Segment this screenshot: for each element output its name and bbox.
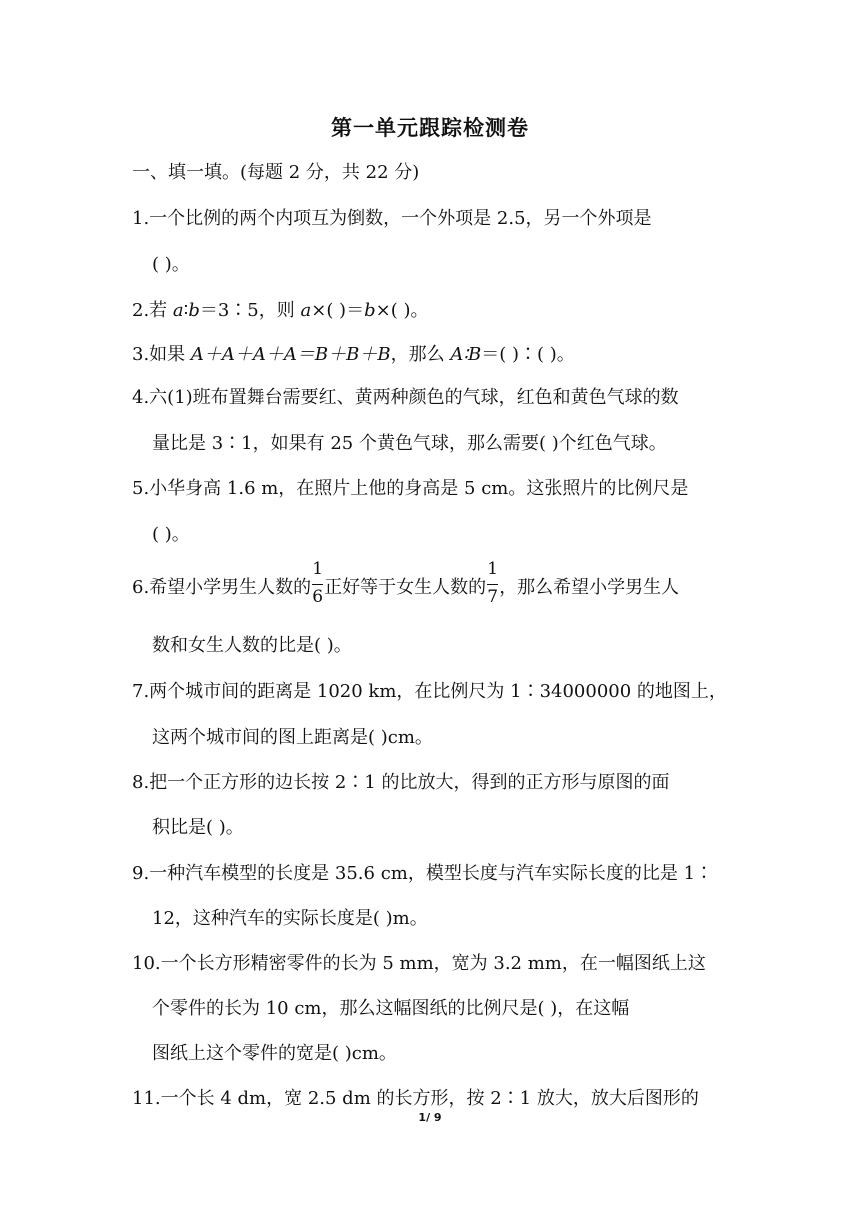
q6-text-3: ，那么希望小学男生人 (499, 577, 680, 598)
fraction-bar (312, 584, 323, 585)
q2-text-1: 2.若 (132, 300, 173, 321)
section-heading: 一、填一填。(每题 2 分，共 22 分) (132, 162, 420, 183)
question-8-line-2: 积比是( )。 (152, 817, 244, 838)
q3-text-3: ＝( )∶( )。 (481, 344, 575, 365)
question-1-line-1: 1.一个比例的两个内项互为倒数，一个外项是 2.5，另一个外项是 (132, 208, 652, 229)
question-10-line-2: 个零件的长为 10 cm，那么这幅图纸的比例尺是( )，在这幅 (152, 998, 630, 1019)
question-9-line-1: 9.一种汽车模型的长度是 35.6 cm，模型长度与汽车实际长度的比是 1∶ (132, 863, 714, 884)
question-1-line-2: ( )。 (152, 254, 190, 275)
q2-colon: ∶ (183, 300, 189, 321)
question-9-line-2: 12，这种汽车的实际长度是( )m。 (152, 908, 428, 929)
question-3 (132, 341, 575, 369)
question-5-line-2: ( )。 (152, 524, 190, 545)
question-4-line-2: 量比是 3∶1，如果有 25 个黄色气球，那么需要( )个红色气球。 (152, 433, 667, 454)
question-2 (132, 297, 428, 325)
q2-text-4: ×( )。 (375, 300, 429, 321)
question-5-line-1: 5.小华身高 1.6 m，在照片上他的身高是 5 cm。这张照片的比例尺是 (132, 478, 689, 499)
question-6-line-1 (132, 559, 680, 607)
question-7-line-1: 7.两个城市间的距离是 1020 km，在比例尺为 1∶34000000 的地图上， (132, 681, 727, 702)
question-10-line-1: 10.一个长方形精密零件的长为 5 mm，宽为 3.2 mm，在一幅图纸上这 (132, 953, 706, 974)
page-number: 1/ 9 (418, 1111, 442, 1124)
q2-var-b: b (188, 300, 200, 321)
fraction-numerator: 1 (487, 559, 499, 579)
q2-var-b2: b (364, 300, 376, 321)
q2-var-a: a (172, 300, 184, 321)
q2-text-3: ×( )＝ (311, 300, 365, 321)
fraction-numerator: 1 (312, 559, 324, 579)
page-title: 第一单元跟踪检测卷 (331, 116, 529, 140)
q2-var-a2: a (300, 300, 312, 321)
q3-ratio: A∶B (450, 344, 482, 365)
question-10-line-3: 图纸上这个零件的宽是( )cm。 (152, 1043, 397, 1064)
question-6-line-2: 数和女生人数的比是( )。 (152, 635, 352, 656)
q3-expression: A＋A＋A＋A＝B＋B＋B (190, 344, 391, 365)
question-4-line-1: 4.六(1)班布置舞台需要红、黄两种颜色的气球，红色和黄色气球的数 (132, 387, 679, 408)
fraction-denominator: 6 (312, 587, 324, 607)
q6-text-1: 6.希望小学男生人数的 (132, 577, 312, 598)
fraction-one-seventh (487, 559, 499, 607)
q2-text-2: ＝3∶5，则 (199, 300, 301, 321)
fraction-one-sixth (312, 559, 324, 607)
question-11-line-1: 11.一个长 4 dm，宽 2.5 dm 的长方形，按 2∶1 放大，放大后图形的 (132, 1088, 699, 1109)
question-8-line-1: 8.把一个正方形的边长按 2∶1 的比放大，得到的正方形与原图的面 (132, 772, 670, 793)
fraction-bar (487, 584, 498, 585)
q3-text-2: ，那么 (390, 344, 451, 365)
q3-text-1: 3.如果 (132, 344, 191, 365)
question-7-line-2: 这两个城市间的图上距离是( )cm。 (152, 727, 433, 748)
fraction-denominator: 7 (487, 587, 499, 607)
q6-text-2: 正好等于女生人数的 (324, 577, 487, 598)
